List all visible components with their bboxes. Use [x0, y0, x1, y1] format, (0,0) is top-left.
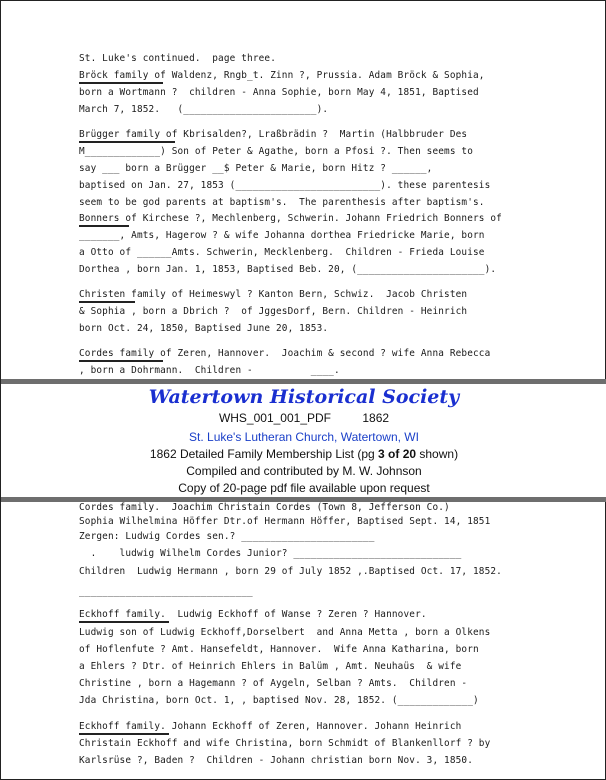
list-prefix: 1862 Detailed Family Membership List (pg	[149, 447, 379, 461]
underline-mark	[79, 225, 129, 227]
society-header	[1, 384, 606, 499]
list-suffix: shown)	[416, 447, 459, 461]
text-line: Jda Christina, born Oct. 1, , baptised Nov. 28, 1852. (_____________)	[79, 695, 479, 706]
underline-mark	[79, 733, 169, 735]
text-line: Cordes family of Zeren, Hannover. Joachim & second ? wife Anna Rebecca	[79, 348, 491, 359]
document-id-line	[1, 411, 606, 425]
text-line: a Otto of ______Amts. Schwerin, Mecklenberg. Children - Frieda Louise	[79, 247, 485, 258]
document-year: 1862	[362, 411, 390, 425]
text-line: . ludwig Wilhelm Cordes Junior? _____________________________	[79, 548, 462, 559]
underline-mark	[79, 621, 169, 623]
text-line: ______________________________	[79, 586, 253, 597]
text-line: _______, Amts, Hagerow ? & wife Johanna dorthea Friedricke Marie, born	[79, 230, 485, 241]
text-line: born a Wortmann ? children - Anna Sophie, born May 4, 1851, Baptised	[79, 87, 479, 98]
text-line: Eckhoff family. Ludwig Eckhoff of Wanse ? Zeren ? Hannover.	[79, 609, 427, 620]
text-line: Christine , born a Hagemann ? of Aygeln, Selban ? Amts. Children -	[79, 678, 468, 689]
text-line: Christen family of Heimeswyl ? Kanton Bern, Schwiz. Jacob Christen	[79, 289, 468, 300]
text-line: Sophia Wilhelmina Höffer Dtr.of Hermann Höffer, Baptised Sept. 14, 1851	[79, 516, 491, 527]
text-line: Cordes family. Joachim Christain Cordes (Town 8, Jefferson Co.)	[79, 502, 450, 513]
text-line: baptised on Jan. 27, 1853 (_________________________). these parentesis	[79, 180, 491, 191]
text-line: say ___ born a Brügger __$ Peter & Marie, born Hitz ? ______,	[79, 163, 433, 174]
underline-mark	[79, 82, 163, 84]
compiled-by: Compiled and contributed by M. W. Johnson	[186, 464, 422, 478]
society-title: Watertown Historical Society	[148, 386, 460, 408]
text-line: Ludwig son of Ludwig Eckhoff,Dorselbert and Anna Metta , born a Olkens	[79, 627, 491, 638]
text-line: Brügger family of Kbrisalden?, Lraßbrädin ? Martin (Halbbruder Des	[79, 129, 468, 140]
text-line: Christain Eckhoff and wife Christina, born Schmidt of Blankenllorf ? by	[79, 738, 491, 749]
membership-list-line	[1, 447, 606, 461]
text-line: , born a Dohrmann. Children - ____.	[79, 365, 340, 376]
underline-mark	[79, 360, 163, 362]
text-line: Zergen: Ludwig Cordes sen.? _______________________	[79, 531, 375, 542]
underline-mark	[79, 141, 175, 143]
text-line: of Hoflenfute ? Amt. Hansefeldt, Hannover. Wife Anna Katharina, born	[79, 644, 479, 655]
underline-mark	[79, 301, 135, 303]
text-line: seem to be god parents at baptism's. The parenthesis after baptism's.	[79, 197, 485, 208]
copy-note: Copy of 20-page pdf file available upon request	[178, 481, 430, 495]
text-line: Bröck family of Waldenz, Rngb_t. Zinn ?, Prussia. Adam Bröck & Sophia,	[79, 70, 485, 81]
text-line: St. Luke's continued. page three.	[79, 53, 277, 64]
text-line: Karlsrüse ?, Baden ? Children - Johann christian born Nov. 3, 1850.	[79, 755, 474, 766]
text-line: March 7, 1852. (_______________________).	[79, 104, 329, 115]
text-line: M_____________) Son of Peter & Agathe, born a Pfosi ?. Then seems to	[79, 146, 474, 157]
church-name: St. Luke's Lutheran Church, Watertown, WI	[189, 430, 419, 444]
text-line: Dorthea , born Jan. 1, 1853, Baptised Beb. 20, (______________________).	[79, 264, 497, 275]
text-line: Children Ludwig Hermann , born 29 of July 1852 ,.Baptised Oct. 17, 1852.	[79, 566, 502, 577]
document-id: WHS_001_001_PDF	[218, 411, 331, 425]
text-line: & Sophia , born a Dbrich ? of JggesDorf, Bern. Children - Heinrich	[79, 306, 468, 317]
list-page: 3 of 20	[378, 447, 417, 461]
text-line: a Ehlers ? Dtr. of Heinrich Ehlers in Balüm , Amt. Neuhaüs & wife	[79, 661, 462, 672]
text-line: Bonners of Kirchese ?, Mechlenberg, Schwerin. Johann Friedrich Bonners of	[79, 213, 502, 224]
text-line: born Oct. 24, 1850, Baptised June 20, 1853.	[79, 323, 329, 334]
text-line: Eckhoff family. Johann Eckhoff of Zeren, Hannover. Johann Heinrich	[79, 721, 462, 732]
